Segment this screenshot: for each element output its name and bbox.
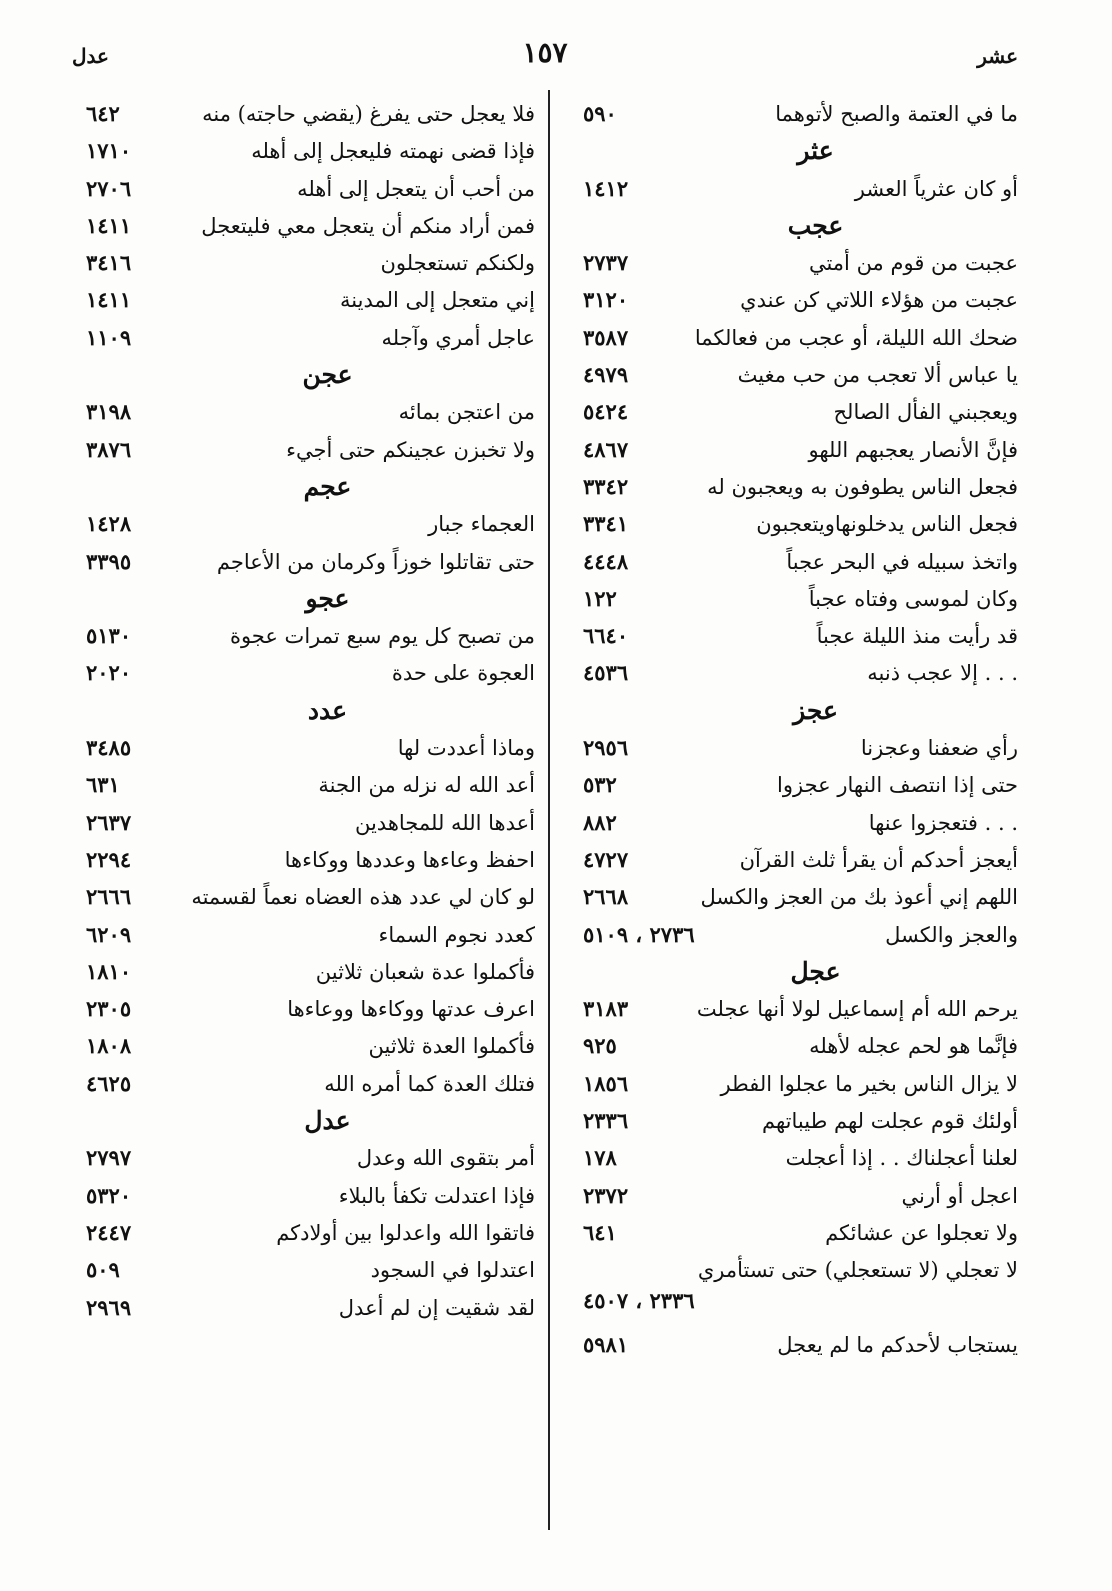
entry-reference-number: ٢٤٤٧ [86, 1219, 132, 1245]
entry-reference-number: ١٨٠٨ [86, 1033, 132, 1059]
entry-text: وماذا أعددت لها [397, 736, 535, 761]
entry-reference-number: ٣٣٤٢ [583, 473, 629, 499]
entry-text: احفظ وعاءها وعددها ووكاءها [284, 847, 535, 872]
entry-text: . . . فتعجزوا عنها [868, 810, 1018, 835]
entry-reference-number: ٢٦٦٦ [86, 884, 132, 910]
entry-text: لعلنا أعجلناك . . إذا أعجلت [785, 1146, 1018, 1171]
entry-text: ويعجبني الفأل الصالح [833, 400, 1018, 425]
entry-reference-number: ٢٢٩٤ [86, 846, 132, 872]
entry-reference-number: ٤٧٢٧ [583, 846, 629, 872]
entry-text: العجوة على حدة [391, 661, 535, 686]
index-entry [573, 245, 1018, 282]
entry-text: يستجاب لأحدكم ما لم يعجل [777, 1332, 1018, 1357]
index-entry [573, 655, 1018, 692]
index-entry [80, 133, 535, 170]
entry-text: أيعجز أحدكم أن يقرأ ثلث القرآن [739, 847, 1018, 872]
entry-text: فمن أراد منكم أن يتعجل معي فليتعجل [201, 213, 535, 238]
entry-text: ما في العتمة والصبح لأتوهما [775, 102, 1018, 126]
index-entry [80, 320, 535, 357]
entry-text: لا يزال الناس بخير ما عجلوا الفطر [720, 1071, 1018, 1096]
index-entry [573, 357, 1018, 394]
entry-reference-number: ٥٤٢٤ [583, 399, 629, 425]
right-column [573, 96, 1018, 1364]
entry-reference-number: ٢٧٠٦ [86, 175, 132, 201]
entry-text: أو كان عثرياً العشر [854, 176, 1018, 201]
entry-reference-number: ٥٩٠ [583, 101, 617, 126]
index-entry [80, 394, 535, 431]
index-entry [80, 618, 535, 655]
index-entry [573, 96, 1018, 133]
entry-text: اعتدلوا في السجود [370, 1258, 535, 1283]
entry-text: كعدد نجوم السماء [378, 922, 535, 947]
entry-reference-number: ٢٩٦٩ [86, 1294, 132, 1320]
index-entry [80, 208, 535, 245]
entry-text: والعجز والكسل [885, 922, 1018, 947]
index-entry [80, 96, 535, 133]
page-number: ١٥٧ [522, 36, 568, 69]
entry-text: لو كان لي عدد هذه العضاه نعماً لقسمته [191, 885, 535, 910]
entry-reference-number: ٥٠٩ [86, 1257, 120, 1283]
index-entry [80, 730, 535, 767]
root-heading-text: عثر [797, 136, 834, 166]
entry-text: فإذا قضى نهمته فليعجل إلى أهله [251, 139, 535, 164]
header-right-keyword: عشر [977, 44, 1018, 68]
entry-text: يرحم الله أم إسماعيل لولا أنها عجلت [696, 997, 1018, 1022]
entry-reference-number: ١٧٨ [583, 1145, 617, 1171]
entry-reference-number: ٦٣١ [86, 772, 120, 798]
root-heading [80, 357, 535, 394]
index-entry [573, 282, 1018, 319]
index-entry [80, 245, 535, 282]
entry-text: حتى إذا انتصف النهار عجزوا [777, 773, 1018, 798]
entry-reference-number: ٢٣٧٢ [583, 1182, 629, 1208]
entry-text: من تصبح كل يوم سبع تمرات عجوة [229, 624, 535, 649]
index-entry [573, 618, 1018, 655]
entry-text: أعد الله له نزله من الجنة [318, 773, 535, 798]
entry-text: عجبت من قوم من أمتي [808, 251, 1018, 276]
entry-text: أعدها الله للمجاهدين [354, 810, 535, 835]
entry-text: فلا يعجل حتى يفرغ (يقضي حاجته) منه [202, 102, 535, 126]
index-entry [80, 917, 535, 954]
index-entry [80, 954, 535, 991]
entry-text: يا عباس ألا تعجب من حب مغيث [737, 363, 1018, 388]
entry-reference-number: ٢٣٣٦ [583, 1108, 629, 1134]
entry-reference-number: ٣٥٨٧ [583, 324, 629, 350]
entry-reference-number: ٣١٢٠ [583, 287, 629, 313]
root-heading [80, 693, 535, 730]
index-entry [80, 432, 535, 469]
entry-reference-number: ١٧١٠ [86, 138, 132, 164]
entry-text: من أحب أن يتعجل إلى أهله [297, 176, 535, 201]
entry-reference-number: ٤٩٧٩ [583, 362, 629, 388]
column-divider [548, 90, 550, 1530]
index-entry [573, 171, 1018, 208]
entry-text: حتى تقاتلوا خوزاً وكرمان من الأعاجم [216, 549, 535, 574]
index-entry [80, 991, 535, 1028]
index-entry [573, 1066, 1018, 1103]
index-entry [80, 842, 535, 879]
entry-text: العجماء جبار [428, 512, 535, 537]
root-heading [80, 469, 535, 506]
entry-continuation [573, 1287, 1018, 1327]
index-entry [573, 1103, 1018, 1140]
entry-reference-number: ٢٣٠٥ [86, 996, 132, 1022]
root-heading [80, 581, 535, 618]
root-heading-text: عدل [304, 1106, 351, 1136]
entry-text: فإذا اعتدلت تكفأ بالبلاء [338, 1183, 535, 1208]
root-heading-text: عجم [303, 471, 352, 501]
index-entry [573, 879, 1018, 916]
index-entry [573, 1327, 1018, 1364]
entry-reference-number: ١٤١١ [86, 287, 132, 313]
entry-text: لا تعجلي (لا تستعجلي) حتى تستأمري [697, 1258, 1018, 1283]
index-entry [573, 991, 1018, 1028]
entry-text: . . . إلا عجب ذنبه [867, 661, 1018, 686]
entry-reference-number: ٣١٨٣ [583, 996, 629, 1022]
entry-reference-number: ١٨١٠ [86, 958, 132, 984]
index-entry [80, 1140, 535, 1177]
index-entry [573, 917, 1018, 954]
entry-reference-number: ٥٣٢٠ [86, 1182, 132, 1208]
entry-text: فأكملوا العدة ثلاثين [368, 1034, 535, 1059]
index-entry [573, 1028, 1018, 1065]
entry-text: أولئك قوم عجلت لهم طيباتهم [762, 1109, 1018, 1134]
entry-text: ضحك الله الليلة، أو عجب من فعالكما [694, 325, 1018, 350]
entry-text: اعرف عدتها ووكاءها ووعاءها [287, 997, 535, 1022]
entry-reference-number: ١٢٢ [583, 585, 617, 611]
index-entry [80, 1028, 535, 1065]
page-header [72, 36, 1018, 76]
entry-text: وكان لموسى وفتاه عجباً [808, 586, 1018, 611]
entry-reference-number: ٤٨٦٧ [583, 436, 629, 462]
entry-reference-number: ٤٤٤٨ [583, 548, 629, 574]
entry-text: فجعل الناس يطوفون به ويعجبون له [707, 474, 1018, 499]
root-heading-text: عجل [790, 956, 841, 986]
index-entry [573, 506, 1018, 543]
root-heading-text: عجو [305, 583, 350, 613]
index-entry [80, 171, 535, 208]
entry-text: عاجل أمري وآجله [381, 325, 535, 350]
index-entry [573, 767, 1018, 804]
entry-text: رأي ضعفنا وعجزنا [860, 736, 1018, 761]
entry-text: فأكملوا عدة شعبان ثلاثين [315, 959, 535, 984]
index-entry [573, 1178, 1018, 1215]
entry-reference-number: ٢٧٣٦ ، ٥١٠٩ [583, 921, 695, 947]
entry-reference-number: ٨٨٢ [583, 809, 617, 835]
entry-reference-number: ٦٤٢ [86, 101, 120, 126]
entry-reference-number: ٢٣٣٦ ، ٤٥٠٧ [583, 1287, 695, 1313]
entry-reference-number: ١٤١١ [86, 212, 132, 238]
root-heading [573, 954, 1018, 991]
root-heading [573, 208, 1018, 245]
index-entry [573, 1215, 1018, 1252]
root-heading-text: عجز [793, 695, 838, 725]
entry-text: أمر بتقوى الله وعدل [356, 1146, 535, 1171]
root-heading [573, 133, 1018, 170]
root-heading-text: عدد [307, 695, 348, 725]
entry-reference-number: ٢٩٥٦ [583, 735, 629, 761]
entry-text: اعجل أو أرني [901, 1183, 1018, 1208]
entry-text: فاتقوا الله واعدلوا بين أولادكم [276, 1220, 535, 1245]
entry-reference-number: ٣٨٧٦ [86, 436, 132, 462]
entry-text: قد رأيت منذ الليلة عجباً [816, 624, 1018, 649]
entry-reference-number: ٣٣٩٥ [86, 548, 132, 574]
entry-reference-number: ١٤١٢ [583, 175, 629, 201]
entry-text: فجعل الناس يدخلونهاويتعجبون [756, 512, 1018, 537]
index-entry [80, 1066, 535, 1103]
index-entry [80, 544, 535, 581]
entry-reference-number: ٥٣٢ [583, 772, 617, 798]
entry-reference-number: ٤٥٣٦ [583, 660, 629, 686]
entry-reference-number: ٤٦٢٥ [86, 1070, 132, 1096]
entry-reference-number: ٢٠٢٠ [86, 660, 132, 686]
index-entry [573, 805, 1018, 842]
index-entry [80, 282, 535, 319]
entry-reference-number: ٢٧٩٧ [86, 1145, 132, 1171]
index-entry [573, 394, 1018, 431]
index-entry [573, 544, 1018, 581]
entry-reference-number: ١٨٥٦ [583, 1070, 629, 1096]
index-entry [573, 432, 1018, 469]
index-entry [573, 1140, 1018, 1177]
entry-reference-number: ٢٦٦٨ [583, 884, 629, 910]
index-entry [573, 842, 1018, 879]
entry-text: اللهم إني أعوذ بك من العجز والكسل [700, 885, 1018, 910]
entry-reference-number: ٢٦٣٧ [86, 809, 132, 835]
entry-text: من اعتجن بمائه [398, 400, 535, 425]
root-heading-text: عجن [302, 360, 353, 390]
root-heading-text: عجب [787, 210, 844, 240]
index-entry [573, 469, 1018, 506]
index-entry [80, 767, 535, 804]
entry-reference-number: ٦٦٤٠ [583, 623, 629, 649]
index-entry [80, 1215, 535, 1252]
entry-text: عجبت من هؤلاء اللاتي كن عندي [740, 288, 1018, 313]
entry-reference-number: ٦٢٠٩ [86, 921, 132, 947]
entry-reference-number: ٩٢٥ [583, 1033, 617, 1059]
entry-reference-number: ٢٧٣٧ [583, 250, 629, 276]
entry-text: فتلك العدة كما أمره الله [324, 1071, 535, 1096]
entry-text: فإنَّما هو لحم عجله لأهله [809, 1034, 1018, 1059]
index-entry [80, 1178, 535, 1215]
index-entry [573, 581, 1018, 618]
entry-text: ولكنكم تستعجلون [380, 251, 535, 276]
index-entry [80, 1252, 535, 1289]
entry-reference-number: ٣٤١٦ [86, 250, 132, 276]
entry-text: فإنَّ الأنصار يعجبهم اللهو [808, 437, 1018, 462]
entry-text: ولا تعجلوا عن عشائكم [825, 1220, 1018, 1245]
index-entry [80, 655, 535, 692]
index-entry [80, 506, 535, 543]
entry-reference-number: ٣٤٨٥ [86, 735, 132, 761]
root-heading [573, 693, 1018, 730]
entry-reference-number: ٣٣٤١ [583, 511, 629, 537]
entry-reference-number: ٦٤١ [583, 1219, 617, 1245]
header-left-keyword: عدل [72, 44, 109, 68]
entry-reference-number: ١١٠٩ [86, 324, 132, 350]
entry-reference-number: ٥٩٨١ [583, 1331, 629, 1357]
entry-text: لقد شقيت إن لم أعدل [338, 1295, 535, 1320]
entry-reference-number: ٥١٣٠ [86, 623, 132, 649]
entry-reference-number: ١٤٢٨ [86, 511, 132, 537]
index-entry [573, 320, 1018, 357]
index-entry [80, 879, 535, 916]
index-entry [573, 730, 1018, 767]
index-entry [80, 1290, 535, 1327]
root-heading [80, 1103, 535, 1140]
index-entry [80, 805, 535, 842]
left-column [80, 96, 535, 1327]
entry-text: إني متعجل إلى المدينة [340, 288, 535, 313]
entry-text: ولا تخبزن عجينكم حتى أجيء [286, 437, 535, 462]
entry-text: واتخذ سبيله في البحر عجباً [786, 549, 1018, 574]
index-entry [573, 1252, 1018, 1289]
entry-reference-number: ٣١٩٨ [86, 399, 132, 425]
